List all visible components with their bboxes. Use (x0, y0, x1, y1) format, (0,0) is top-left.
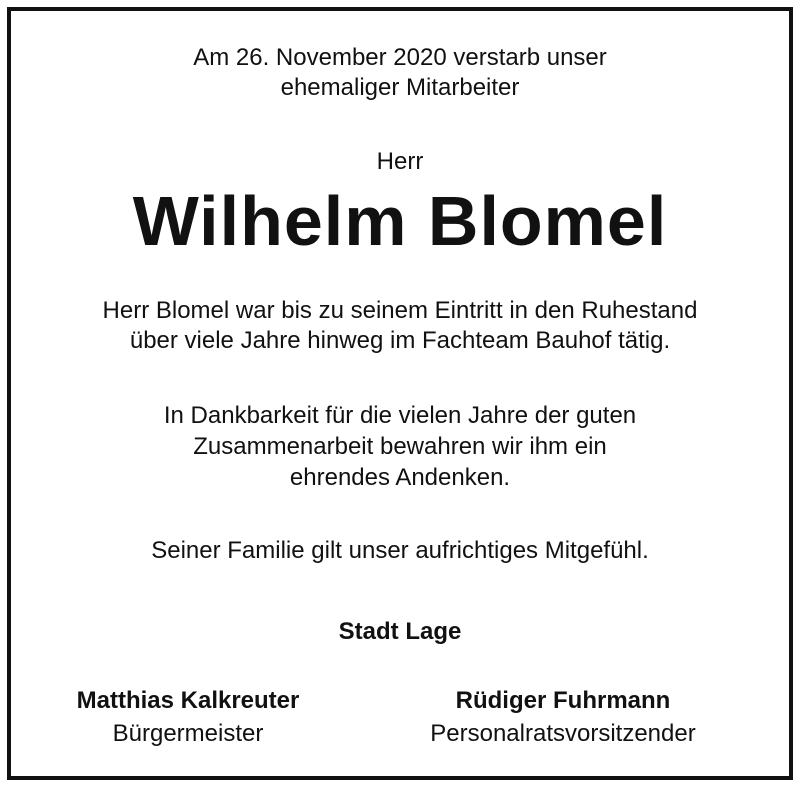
paragraph2-line-3: ehrendes Andenken. (289, 464, 511, 491)
condolence-text: Seiner Familie gilt unser aufrichtiges Mitgefühl. (151, 537, 649, 564)
paragraph1-line-1: Herr Blomel war bis zu seinem Eintritt in den Ruhestand (102, 297, 698, 324)
signatory-1-name: Matthias Kalkreuter (76, 687, 300, 714)
intro-line-2: ehemaliger Mitarbeiter (280, 74, 520, 101)
salutation: Herr (376, 148, 424, 175)
paragraph2-line-1: In Dankbarkeit für die vielen Jahre der guten (163, 402, 637, 429)
organization-name: Stadt Lage (338, 618, 462, 645)
notice-border (7, 7, 793, 780)
signatory-2-title: Personalratsvorsitzender (430, 720, 696, 747)
intro-line-1: Am 26. November 2020 verstarb unser (193, 44, 607, 71)
signatory-1-title: Bürgermeister (112, 720, 264, 747)
deceased-name: Wilhelm Blomel (132, 182, 668, 260)
paragraph1-line-2: über viele Jahre hinweg im Fachteam Bauhof tätig. (129, 327, 671, 354)
paragraph2-line-2: Zusammenarbeit bewahren wir ihm ein (193, 433, 607, 460)
signatory-2-name: Rüdiger Fuhrmann (455, 687, 671, 714)
